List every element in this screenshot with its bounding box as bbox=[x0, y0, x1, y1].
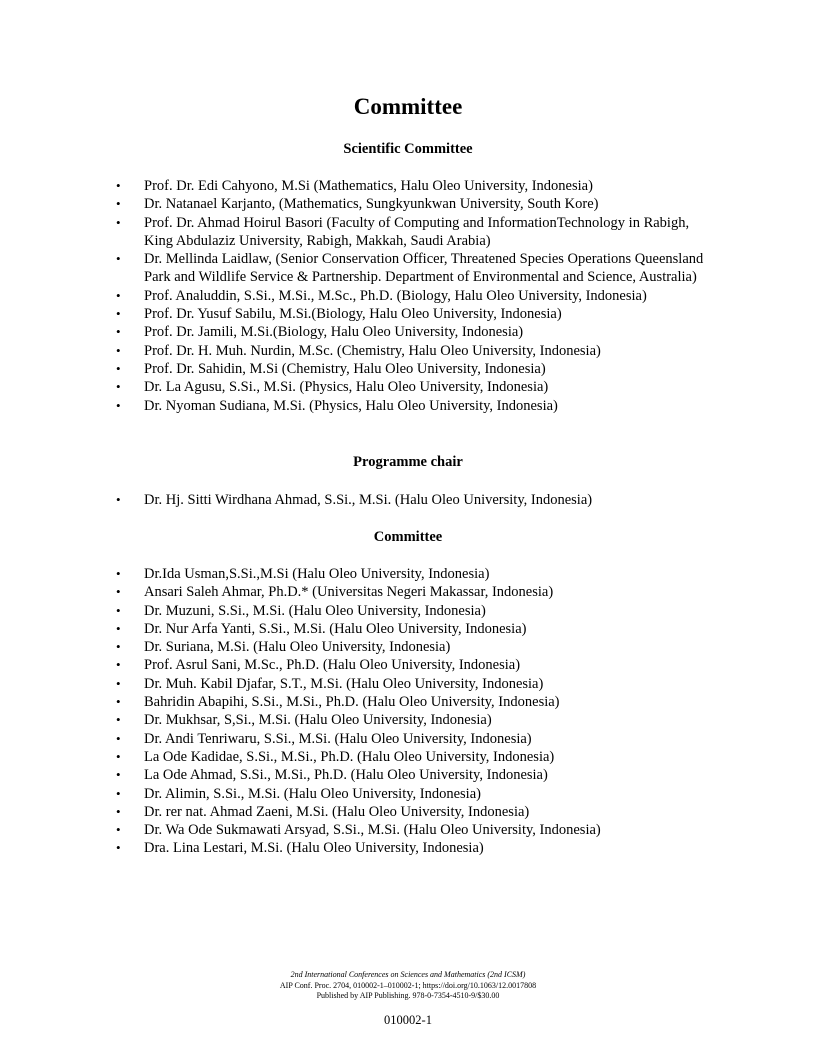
bullet-icon: • bbox=[116, 657, 121, 673]
member-name: Prof. Dr. Yusuf Sabilu, M.Si.(Biology, Halu Oleo University, Indonesia) bbox=[144, 306, 562, 323]
member-name: Dr. Mukhsar, S,Si., M.Si. (Halu Oleo University, Indonesia) bbox=[144, 712, 492, 729]
programme-chair-list bbox=[112, 491, 712, 509]
member-name: Dr. Hj. Sitti Wirdhana Ahmad, S.Si., M.Si. (Halu Oleo University, Indonesia) bbox=[144, 492, 593, 508]
list-item bbox=[112, 839, 712, 857]
bullet-icon: • bbox=[116, 397, 121, 413]
list-item bbox=[112, 803, 712, 821]
bullet-icon: • bbox=[116, 251, 121, 267]
page-number: 010002-1 bbox=[384, 1013, 432, 1027]
member-name: Prof. Asrul Sani, M.Sc., Ph.D. (Halu Oleo University, Indonesia) bbox=[144, 657, 521, 674]
footer bbox=[0, 970, 816, 1002]
list-item bbox=[112, 620, 712, 638]
list-item bbox=[112, 656, 712, 674]
member-name: Dr. Suriana, M.Si. (Halu Oleo University, Indonesia) bbox=[144, 639, 451, 656]
member-name: Dr.Ida Usman,S.Si.,M.Si (Halu Oleo University, Indonesia) bbox=[144, 566, 490, 582]
list-item bbox=[112, 177, 712, 195]
list-item bbox=[112, 360, 712, 378]
member-name: Dr. rer nat. Ahmad Zaeni, M.Si. (Halu Oleo University, Indonesia) bbox=[144, 803, 530, 820]
list-item bbox=[112, 250, 712, 287]
list-item bbox=[112, 565, 712, 583]
bullet-icon: • bbox=[116, 675, 121, 691]
member-name: Prof. Dr. Jamili, M.Si.(Biology, Halu Oleo University, Indonesia) bbox=[144, 324, 524, 341]
bullet-icon: • bbox=[116, 639, 121, 655]
bullet-icon: • bbox=[116, 178, 121, 193]
member-name: La Ode Ahmad, S.Si., M.Si., Ph.D. (Halu Oleo University, Indonesia) bbox=[144, 767, 548, 784]
list-item bbox=[112, 287, 712, 305]
bullet-icon: • bbox=[116, 379, 121, 395]
bullet-icon: • bbox=[116, 767, 121, 783]
list-item bbox=[112, 766, 712, 784]
list-item bbox=[112, 785, 712, 803]
bullet-icon: • bbox=[116, 602, 121, 618]
member-name: Bahridin Abapihi, S.Si., M.Si., Ph.D. (Halu Oleo University, Indonesia) bbox=[144, 694, 560, 711]
list-item bbox=[112, 748, 712, 766]
list-item bbox=[112, 638, 712, 656]
bullet-icon: • bbox=[116, 730, 121, 746]
member-name: Dr. Natanael Karjanto, (Mathematics, Sungkyunkwan University, South Kore) bbox=[144, 196, 599, 213]
member-name: Prof. Dr. H. Muh. Nurdin, M.Sc. (Chemistry, Halu Oleo University, Indonesia) bbox=[144, 342, 601, 359]
list-item bbox=[112, 821, 712, 839]
member-name: Prof. Analuddin, S.Si., M.Si., M.Sc., Ph.D. (Biology, Halu Oleo University, Indonesia) bbox=[144, 287, 647, 304]
list-item bbox=[112, 693, 712, 711]
member-name: Prof. Dr. Sahidin, M.Si (Chemistry, Halu Oleo University, Indonesia) bbox=[144, 360, 546, 377]
member-name: Dr. Nur Arfa Yanti, S.Si., M.Si. (Halu Oleo University, Indonesia) bbox=[144, 620, 527, 637]
section-heading-scientific-committee: Scientific Committee bbox=[343, 141, 473, 157]
list-item bbox=[112, 397, 712, 415]
member-name: Dra. Lina Lestari, M.Si. (Halu Oleo University, Indonesia) bbox=[144, 840, 484, 857]
list-item bbox=[112, 583, 712, 601]
list-item bbox=[112, 214, 712, 251]
list-item bbox=[112, 675, 712, 693]
page-title: Committee bbox=[353, 94, 463, 119]
list-item bbox=[112, 342, 712, 360]
section-heading-committee: Committee bbox=[373, 529, 443, 545]
list-item bbox=[112, 378, 712, 396]
member-name: Dr. Muh. Kabil Djafar, S.T., M.Si. (Halu Oleo University, Indonesia) bbox=[144, 675, 544, 692]
bullet-icon: • bbox=[116, 584, 121, 600]
bullet-icon: • bbox=[116, 712, 121, 728]
list-item bbox=[112, 323, 712, 341]
list-item bbox=[112, 305, 712, 323]
section-heading-programme-chair: Programme chair bbox=[353, 454, 463, 470]
bullet-icon: • bbox=[116, 694, 121, 710]
bullet-icon: • bbox=[116, 492, 121, 507]
member-name: Dr. Muzuni, S.Si., M.Si. (Halu Oleo University, Indonesia) bbox=[144, 602, 486, 619]
member-name: Dr. Nyoman Sudiana, M.Si. (Physics, Halu Oleo University, Indonesia) bbox=[144, 397, 558, 414]
committee-list bbox=[112, 565, 712, 858]
member-name: Ansari Saleh Ahmar, Ph.D.* (Universitas Negeri Makassar, Indonesia) bbox=[144, 584, 554, 601]
member-name: Dr. Andi Tenriwaru, S.Si., M.Si. (Halu Oleo University, Indonesia) bbox=[144, 730, 532, 747]
bullet-icon: • bbox=[116, 620, 121, 636]
member-name: Dr. Wa Ode Sukmawati Arsyad, S.Si., M.Si. (Halu Oleo University, Indonesia) bbox=[144, 822, 601, 839]
bullet-icon: • bbox=[116, 803, 121, 819]
bullet-icon: • bbox=[116, 822, 121, 838]
bullet-icon: • bbox=[116, 360, 121, 376]
member-name: La Ode Kadidae, S.Si., M.Si., Ph.D. (Halu Oleo University, Indonesia) bbox=[144, 748, 555, 765]
bullet-icon: • bbox=[116, 785, 121, 801]
list-item bbox=[112, 602, 712, 620]
list-item bbox=[112, 195, 712, 213]
bullet-icon: • bbox=[116, 342, 121, 358]
bullet-icon: • bbox=[116, 748, 121, 764]
member-name: Prof. Dr. Ahmad Hoirul Basori (Faculty of Computing and InformationTechnology in Rabigh, King Abdulaziz University, Rabigh, Makkah, Saudi Arabia) bbox=[144, 214, 690, 249]
member-name: Dr. Mellinda Laidlaw, (Senior Conservation Officer, Threatened Species Operations Queensland Park and Wildlife Service & Partnership. Department of Environmental and Science, Australia) bbox=[144, 251, 704, 286]
bullet-icon: • bbox=[116, 306, 121, 322]
bullet-icon: • bbox=[116, 324, 121, 340]
footer-publisher: Published by AIP Publishing. 978-0-7354-4510-9/$30.00 bbox=[316, 991, 500, 1000]
bullet-icon: • bbox=[116, 287, 121, 303]
list-item bbox=[112, 730, 712, 748]
footer-conference: 2nd International Conferences on Sciences and Mathematics (2nd ICSM) bbox=[290, 970, 526, 979]
bullet-icon: • bbox=[116, 196, 121, 212]
scientific-committee-list bbox=[112, 177, 712, 415]
footer-proceedings: AIP Conf. Proc. 2704, 010002-1–010002-1; https://doi.org/10.1063/12.0017808 bbox=[279, 980, 537, 990]
list-item bbox=[112, 491, 712, 509]
bullet-icon: • bbox=[116, 840, 121, 856]
list-item bbox=[112, 711, 712, 729]
bullet-icon: • bbox=[116, 214, 121, 230]
member-name: Dr. Alimin, S.Si., M.Si. (Halu Oleo University, Indonesia) bbox=[144, 785, 481, 802]
member-name: Prof. Dr. Edi Cahyono, M.Si (Mathematics, Halu Oleo University, Indonesia) bbox=[144, 178, 593, 194]
bullet-icon: • bbox=[116, 566, 121, 581]
member-name: Dr. La Agusu, S.Si., M.Si. (Physics, Halu Oleo University, Indonesia) bbox=[144, 379, 549, 396]
